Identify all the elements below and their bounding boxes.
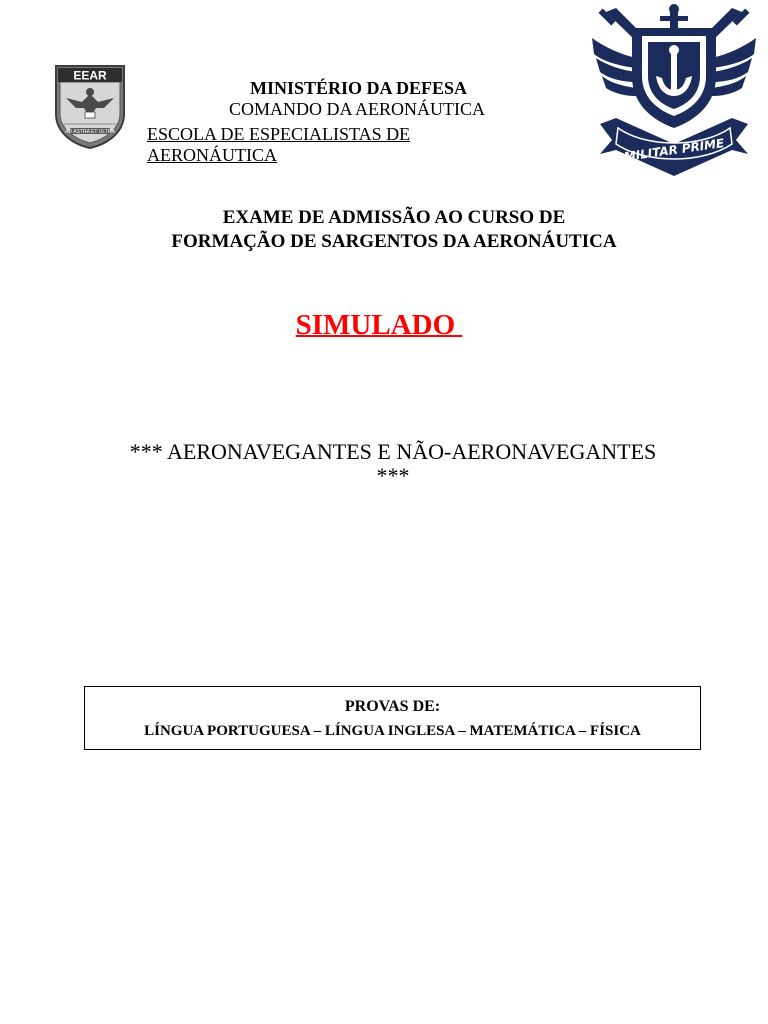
simulado-heading — [0, 305, 758, 345]
eear-motto-text: AD ASTRA ET ULTRA — [65, 129, 115, 135]
exam-title — [84, 206, 704, 254]
audience-line-2: *** — [376, 463, 410, 488]
eear-shield-icon — [52, 62, 128, 150]
militar-prime-crest-icon — [586, 4, 762, 176]
simulado-label: SIMULADO — [295, 309, 463, 341]
militar-prime-text: MILITAR PRIME — [622, 136, 726, 164]
audience-text — [76, 440, 710, 488]
ministry-heading: MINISTÉRIO DA DEFESA — [250, 78, 468, 98]
eear-logo-text: EEAR — [73, 68, 107, 83]
provas-subjects: LÍNGUA PORTUGUESA – LÍNGUA INGLESA – MATEMÁTICA – FÍSICA — [144, 723, 641, 739]
exam-title-line-1: EXAME DE ADMISSÃO AO CURSO DE — [222, 207, 566, 228]
school-heading: ESCOLA DE ESPECIALISTAS DE AERONÁUTICA — [147, 124, 411, 165]
exam-title-line-2: FORMAÇÃO DE SARGENTOS DA AERONÁUTICA — [171, 231, 617, 252]
provas-title: PROVAS DE: — [344, 698, 441, 715]
audience-line-1: *** AERONAVEGANTES E NÃO-AERONAVEGANTES — [129, 439, 657, 464]
provas-box — [84, 686, 701, 750]
command-heading: COMANDO DA AERONÁUTICA — [229, 99, 486, 119]
